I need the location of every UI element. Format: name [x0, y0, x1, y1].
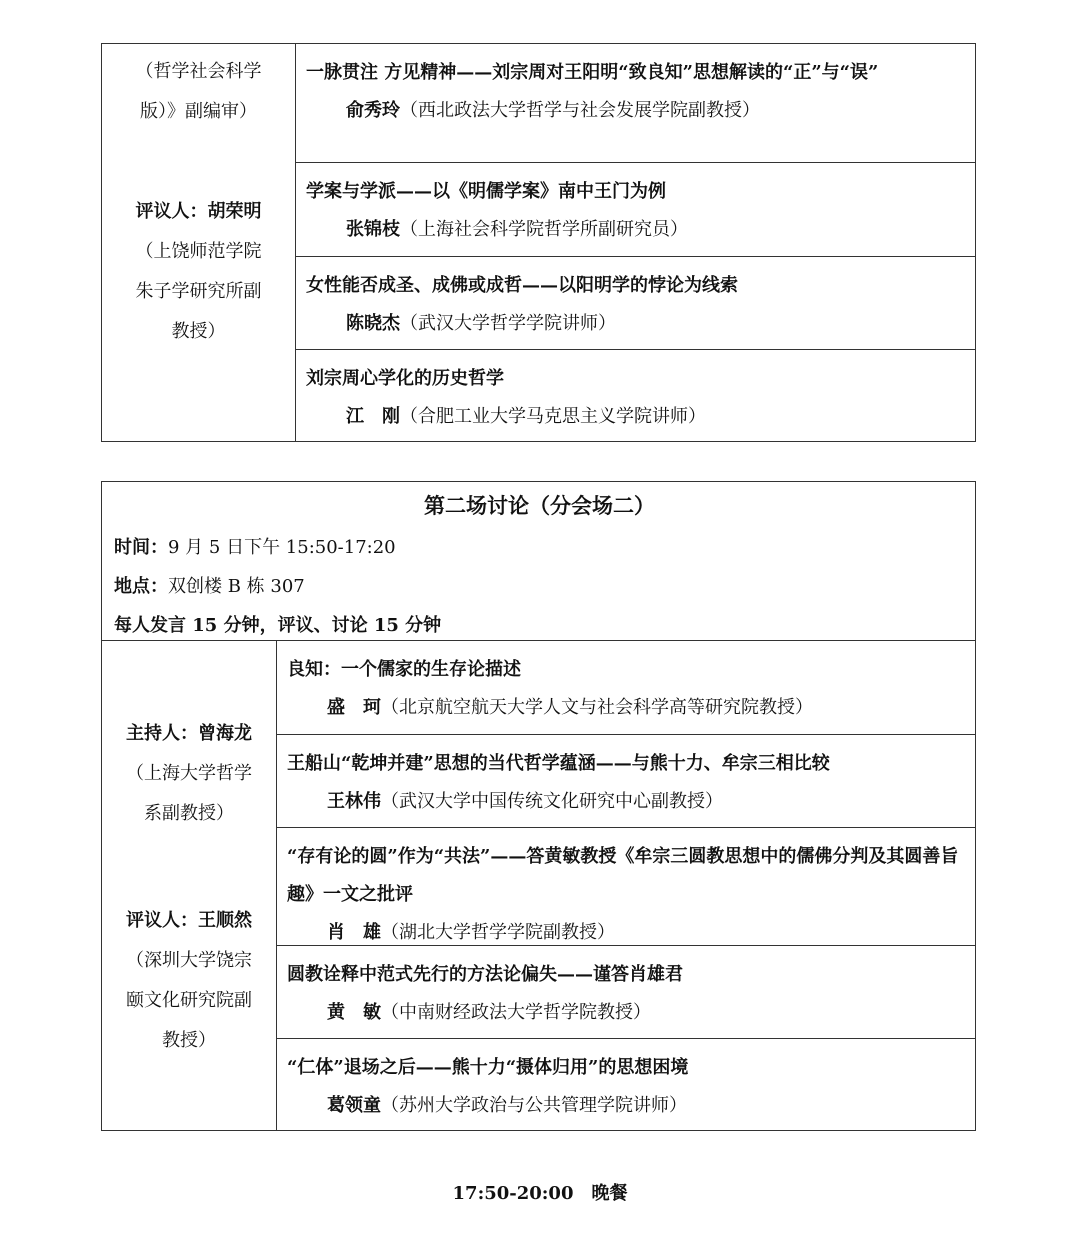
- session1-left-top: （哲学社会科学 版）》副编审）: [135, 61, 262, 122]
- session2-reviewer: 评议人：王顺然 （深圳大学饶宗 颐文化研究院副 教授）: [126, 901, 252, 1061]
- talk-title: 女性能否成圣、成佛或成哲——以阳明学的悖论为线索: [306, 275, 738, 296]
- reviewer-label: 评议人：王顺然: [126, 910, 252, 931]
- dinner-note: 17:50-20:00 晚餐: [452, 1183, 628, 1204]
- session2-table: [101, 481, 976, 1131]
- talk-speaker: 张锦枝（上海社会科学院哲学所副研究员）: [346, 219, 688, 240]
- host-label: 主持人：曾海龙: [126, 723, 252, 744]
- session2-chairs: [102, 641, 277, 1131]
- talk-item: [277, 734, 975, 827]
- talk-title: 刘宗周心学化的历史哲学: [306, 368, 504, 389]
- talk-item: [277, 945, 975, 1038]
- talk-item: [296, 349, 975, 441]
- talk-title: 王船山“乾坤并建”思想的当代哲学蕴涵——与熊十力、牟宗三相比较: [287, 753, 830, 774]
- talk-title: “仁体”退场之后——熊十力“摄体归用”的思想困境: [287, 1057, 689, 1078]
- session-place: 地点：双创楼 B 栋 307: [114, 576, 305, 597]
- session-time: 时间：9 月 5 日下午 15:50-17:20: [114, 537, 396, 558]
- talk-speaker: 葛领童（苏州大学政治与公共管理学院讲师）: [327, 1095, 687, 1116]
- talk-item: [296, 44, 975, 162]
- talk-title: 良知：一个儒家的生存论描述: [287, 659, 521, 680]
- talk-title: 圆教诠释中范式先行的方法论偏失——谨答肖雄君: [287, 964, 683, 985]
- session1-talks: [296, 44, 975, 441]
- talk-item: [296, 256, 975, 349]
- talk-speaker: 陈晓杰（武汉大学哲学学院讲师）: [346, 313, 616, 334]
- talk-title: 学案与学派——以《明儒学案》南中王门为例: [306, 181, 666, 202]
- talk-speaker: 王林伟（武汉大学中国传统文化研究中心副教授）: [327, 791, 723, 812]
- session1-table: [101, 43, 976, 442]
- talk-speaker: 俞秀玲（西北政法大学哲学与社会发展学院副教授）: [346, 100, 760, 121]
- session2-host: 主持人：曾海龙 （上海大学哲学 系副教授）: [126, 714, 252, 834]
- talk-speaker: 盛 珂（北京航空航天大学人文与社会科学高等研究院教授）: [327, 697, 813, 718]
- talk-item: [277, 827, 975, 945]
- reviewer-label: 评议人：胡荣明: [135, 201, 262, 222]
- talk-title: “存有论的圆”作为“共法”——答黄敏教授《牟宗三圆教思想中的儒佛分判及其圆善旨趣》一文之批评: [287, 846, 959, 905]
- session1-reviewer: 评议人：胡荣明 （上饶师范学院 朱子学研究所副 教授）: [136, 192, 262, 352]
- talk-item: [277, 1038, 975, 1131]
- session1-chairs: [102, 44, 296, 441]
- talk-speaker: 肖 雄（湖北大学哲学学院副教授）: [327, 922, 615, 943]
- talk-title: 一脉贯注 方见精神——刘宗周对王阳明“致良知”思想解读的“正”与“误”: [306, 62, 879, 83]
- session2-header: [102, 482, 975, 641]
- session2-talks: [277, 641, 975, 1131]
- talk-speaker: 江 刚（合肥工业大学马克思主义学院讲师）: [346, 406, 706, 427]
- session-title: 第二场讨论（分会场二）: [424, 493, 655, 518]
- talk-speaker: 黄 敏（中南财经政法大学哲学院教授）: [327, 1002, 651, 1023]
- talk-item: [296, 162, 975, 256]
- talk-item: [277, 641, 975, 734]
- session-rule: 每人发言 15 分钟，评议、讨论 15 分钟: [114, 615, 442, 636]
